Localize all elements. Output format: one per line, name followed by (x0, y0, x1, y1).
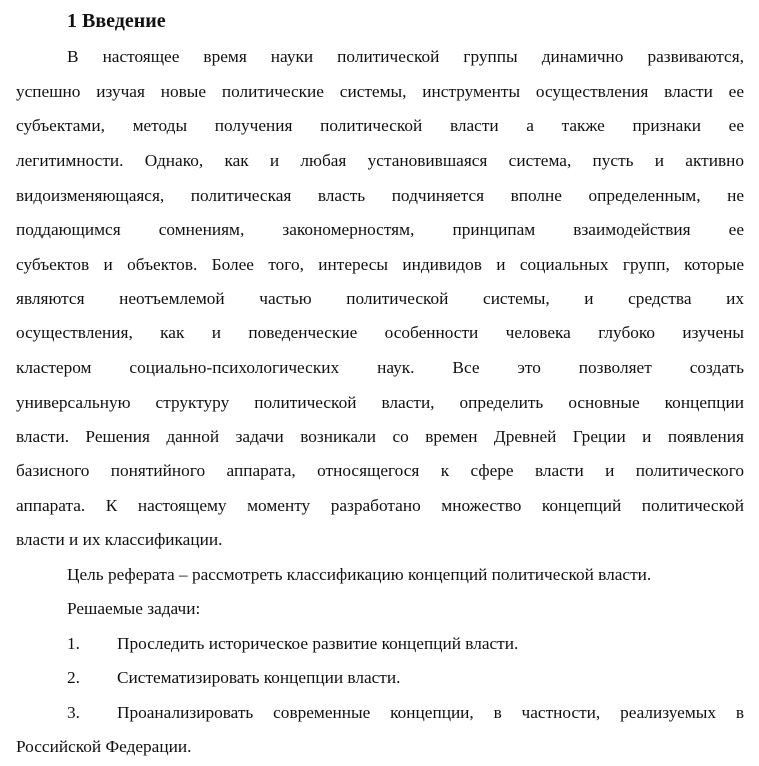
paragraph-line: кластером социально-психологических наук. Все это позволяет создать (16, 358, 744, 377)
section-heading: 1 Введение (67, 10, 166, 32)
paragraph-line: видоизменяющаяся, политическая власть подчиняется вполне определенным, не (16, 186, 744, 205)
paragraph-line-last: власти и их классификации. (16, 530, 223, 549)
paragraph-line: осуществления, как и поведенческие особенности человека глубоко изучены (16, 323, 744, 342)
paragraph-line: субъектами, методы получения политической власти а также признаки ее (16, 116, 744, 135)
paragraph-line: власти. Решения данной задачи возникали со времен Древней Греции и появления (16, 427, 744, 446)
list-item-continuation: Российской Федерации. (16, 737, 192, 756)
paragraph-line: аппарата. К настоящему моменту разработано множество концепций политической (16, 496, 744, 515)
paragraph-line: В настоящее время науки политической группы динамично развиваются, (67, 47, 744, 66)
list-item-text: Проследить историческое развитие концепций власти. (117, 634, 519, 653)
list-item-number: 2. (67, 668, 80, 687)
tasks-label: Решаемые задачи: (67, 599, 201, 618)
paragraph-line: универсальную структуру политической власти, определить основные концепции (16, 393, 744, 412)
list-item-text: Систематизировать концепции власти. (117, 668, 401, 687)
list-item-text: Проанализировать современные концепции, в частности, реализуемых в (117, 703, 744, 722)
paragraph-line: успешно изучая новые политические системы, инструменты осуществления власти ее (16, 82, 744, 101)
paragraph-line: являются неотъемлемой частью политической системы, и средства их (16, 289, 744, 308)
paragraph-line: поддающимся сомнениям, закономерностям, принципам взаимодействия ее (16, 220, 744, 239)
paragraph-line: базисного понятийного аппарата, относящегося к сфере власти и политического (16, 461, 744, 480)
list-item-number: 1. (67, 634, 80, 653)
paragraph-line: субъектов и объектов. Более того, интересы индивидов и социальных групп, которые (16, 255, 744, 274)
paragraph-line: легитимности. Однако, как и любая установившаяся система, пусть и активно (16, 151, 744, 170)
list-item-number: 3. (67, 703, 80, 722)
goal-paragraph: Цель реферата – рассмотреть классификацию концепций политической власти. (67, 565, 652, 584)
